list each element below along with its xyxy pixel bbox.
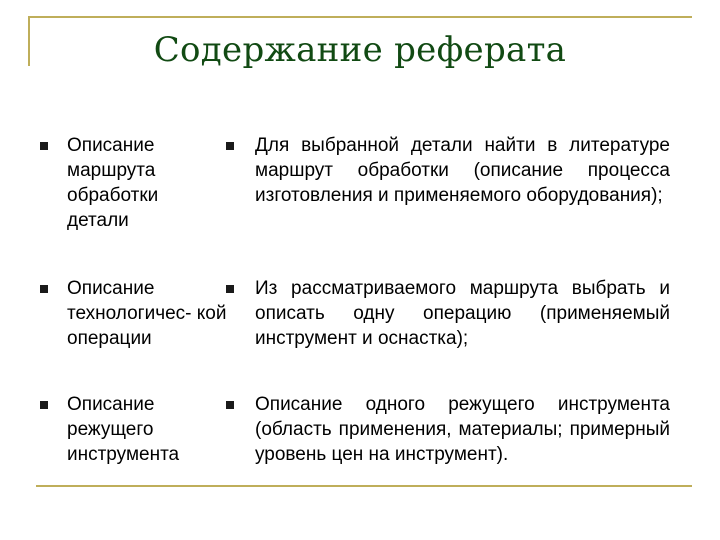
bullet-left-1 — [40, 142, 48, 150]
right-item-3: Описание одного режущего инструмента (область применения, материалы; примерный уровень цен на инструмент). — [255, 394, 670, 465]
left-item-1: Описание маршрута обработки детали — [67, 135, 159, 231]
left-item-2: Описание технологичес- кой операции — [67, 278, 227, 349]
frame-bottom-line — [36, 485, 692, 487]
bullet-right-1 — [226, 142, 234, 150]
bullet-left-2 — [40, 285, 48, 293]
bullet-right-3 — [226, 401, 234, 409]
slide-title: Содержание реферата — [153, 30, 567, 70]
right-item-1: Для выбранной детали найти в литературе маршрут обработки (описание процесса изготовления и применяемого оборудования); — [255, 135, 670, 206]
bullet-left-3 — [40, 401, 48, 409]
bullet-right-2 — [226, 285, 234, 293]
frame-top-line — [28, 16, 692, 18]
right-item-2: Из рассматриваемого маршрута выбрать и описать одну операцию (применяемый инструмент и оснастка); — [255, 278, 670, 349]
left-item-3: Описание режущего инструмента — [67, 394, 180, 465]
